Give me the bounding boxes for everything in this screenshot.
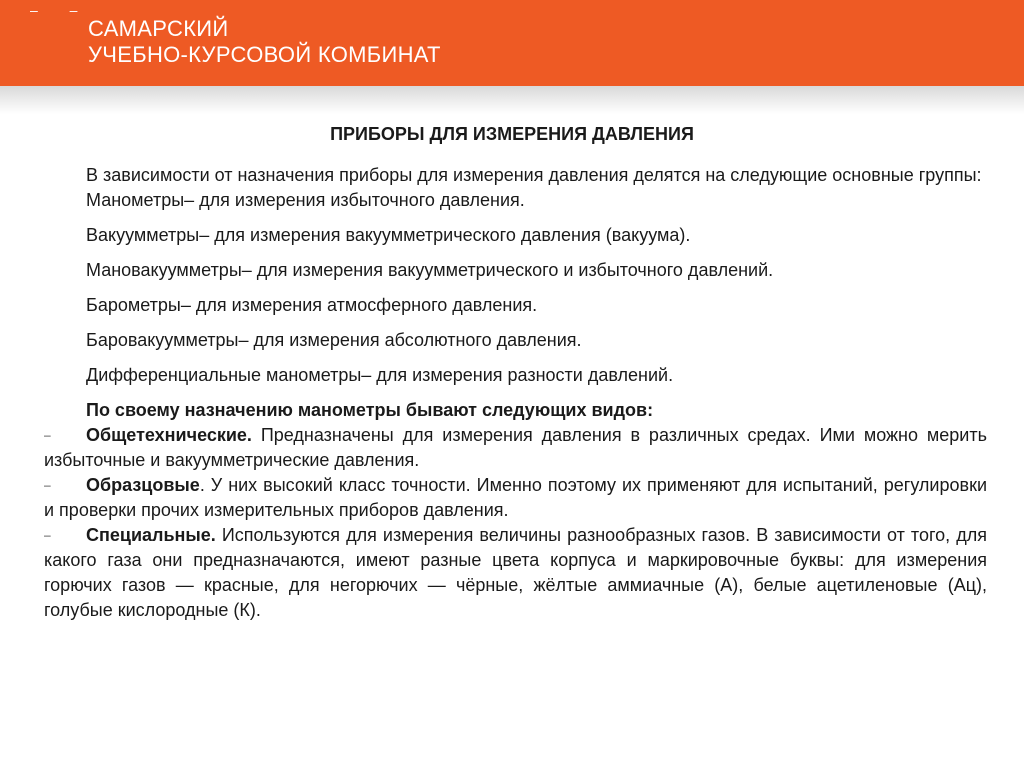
intro-paragraph: В зависимости от назначения приборы для измерения давления делятся на следующие основные группы: bbox=[86, 165, 982, 185]
group-item: Мановакуумметры– для измерения вакуумметрического и избыточного давлений. bbox=[86, 260, 774, 280]
header-banner bbox=[0, 0, 1024, 86]
kind-term: Специальные. bbox=[86, 525, 216, 545]
kind-text: Используются для измерения величины разнообразных газов. В зависимости от того, для какого газа они предназначаются, имеют разные цвета корпуса и маркировочные буквы: для измерения горючих газов — красные, для негорючих — чёрные, жёлтые аммиачные (А), белые ацетиленовые (Ац), голубые кислородные (К). bbox=[44, 525, 987, 620]
header-dots: – – bbox=[30, 2, 92, 18]
document-body bbox=[44, 163, 987, 623]
group-item: Баровакуумметры– для измерения абсолютного давления. bbox=[86, 330, 582, 350]
kind-term: Образцовые bbox=[86, 475, 200, 495]
dash-bullet-icon: – bbox=[44, 528, 51, 542]
group-item: Барометры– для измерения атмосферного давления. bbox=[86, 295, 538, 315]
page-title: ПРИБОРЫ ДЛЯ ИЗМЕРЕНИЯ ДАВЛЕНИЯ bbox=[330, 124, 694, 144]
brand-line-2: УЧЕБНО-КУРСОВОЙ КОМБИНАТ bbox=[88, 42, 441, 67]
dash-bullet-icon: – bbox=[44, 478, 51, 492]
group-item: Дифференциальные манометры– для измерения разности давлений. bbox=[86, 365, 674, 385]
kind-item bbox=[44, 473, 987, 523]
brand-line-1: САМАРСКИЙ bbox=[88, 16, 229, 41]
corner-dot bbox=[999, 712, 1002, 715]
brand-logo-text bbox=[88, 16, 441, 68]
kind-term: Общетехнические. bbox=[86, 425, 252, 445]
dash-bullet-icon: – bbox=[44, 428, 51, 442]
kind-text: . У них высокий класс точности. Именно поэтому их применяют для испытаний, регулировки и проверки прочих измерительных приборов давления. bbox=[44, 475, 987, 520]
header-shadow bbox=[0, 86, 1024, 114]
group-item: Манометры– для измерения избыточного давления. bbox=[86, 190, 525, 210]
kind-text: Предназначены для измерения давления в различных средах. Ими можно мерить избыточные и вакуумметрические давления. bbox=[44, 425, 987, 470]
kind-item bbox=[44, 523, 987, 623]
group-item: Вакуумметры– для измерения вакуумметрического давления (вакуума). bbox=[86, 225, 691, 245]
kind-item bbox=[44, 423, 987, 473]
kinds-heading: По своему назначению манометры бывают следующих видов: bbox=[86, 400, 654, 420]
